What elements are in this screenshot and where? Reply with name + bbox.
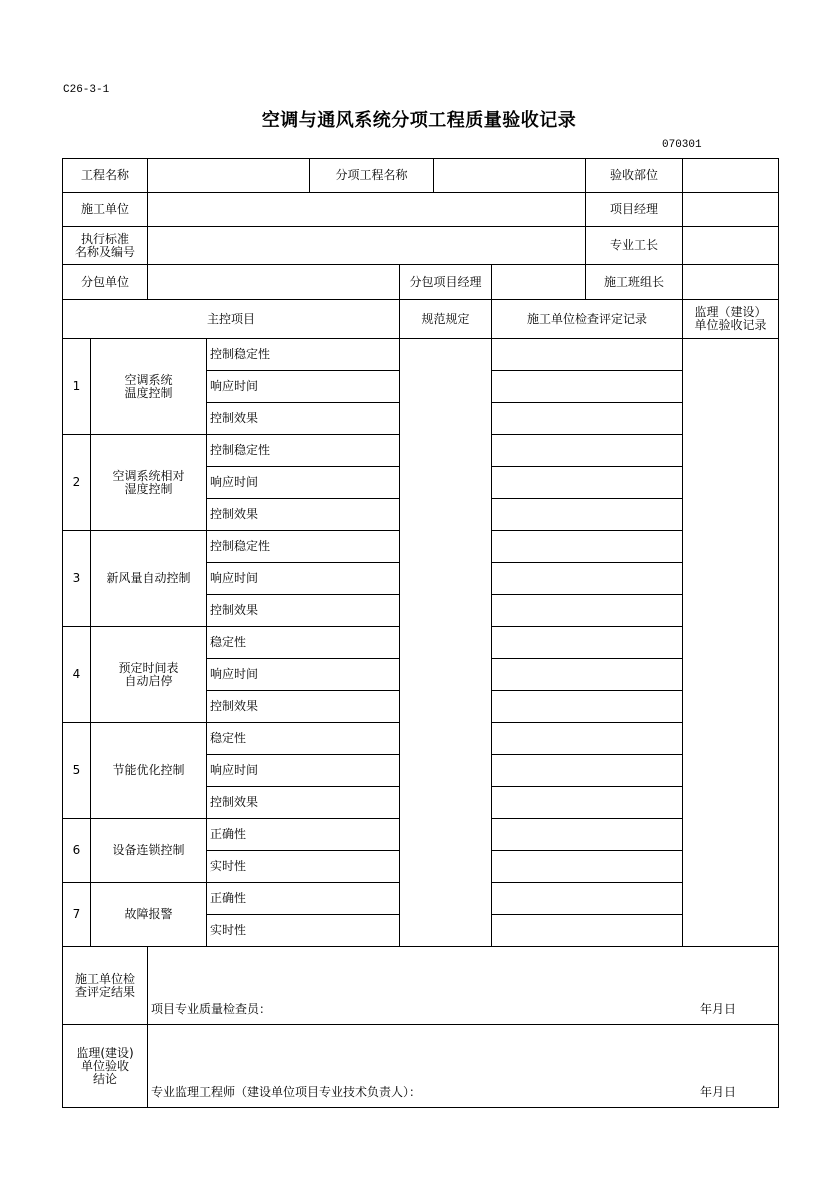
supervision-header bbox=[683, 300, 779, 339]
item-name bbox=[91, 819, 207, 883]
record-cell[interactable] bbox=[492, 883, 683, 915]
sub-item: 响应时间 bbox=[207, 755, 400, 787]
item-number: 6 bbox=[63, 819, 91, 883]
record-cell[interactable] bbox=[492, 755, 683, 787]
item-name-line: 预定时间表 bbox=[118, 660, 179, 675]
item-name bbox=[91, 339, 207, 435]
inspection-result-signature-label: 项目专业质量检查员： bbox=[151, 1002, 272, 1016]
item-name-line: 故障报警 bbox=[124, 907, 173, 921]
sub-item: 控制效果 bbox=[207, 595, 400, 627]
record-cell[interactable] bbox=[492, 403, 683, 435]
inspection-result-date-label: 年月日 bbox=[700, 1002, 737, 1016]
supervision-conclusion-label-line: 监理(建设) bbox=[76, 1045, 134, 1060]
sub-item: 响应时间 bbox=[207, 371, 400, 403]
team-leader-field[interactable] bbox=[683, 265, 779, 300]
inspection-result-label bbox=[63, 947, 148, 1025]
item-name bbox=[91, 531, 207, 627]
item-name-line: 空调系统相对 bbox=[112, 468, 185, 483]
item-number: 2 bbox=[63, 435, 91, 531]
supervision-header-line1: 监理（建设） bbox=[694, 305, 767, 319]
sub-item: 控制稳定性 bbox=[207, 531, 400, 563]
team-leader-label: 施工班组长 bbox=[586, 265, 683, 300]
sub-item: 控制效果 bbox=[207, 691, 400, 723]
inspection-result-label-line: 查评定结果 bbox=[75, 984, 136, 999]
item-name-line: 温度控制 bbox=[124, 385, 173, 400]
spec-header: 规范规定 bbox=[400, 300, 492, 339]
sub-manager-field[interactable] bbox=[492, 265, 586, 300]
form-number: 070301 bbox=[662, 139, 702, 151]
sub-item: 正确性 bbox=[207, 819, 400, 851]
sub-item: 稳定性 bbox=[207, 627, 400, 659]
record-cell[interactable] bbox=[492, 787, 683, 819]
standard-label-line2: 名称及编号 bbox=[75, 244, 136, 259]
subitem-name-field[interactable] bbox=[434, 159, 586, 193]
sub-item: 响应时间 bbox=[207, 659, 400, 691]
record-cell[interactable] bbox=[492, 435, 683, 467]
inspection-result-field[interactable] bbox=[148, 947, 779, 1025]
project-manager-field[interactable] bbox=[683, 193, 779, 227]
sub-item: 响应时间 bbox=[207, 467, 400, 499]
item-name-line: 节能优化控制 bbox=[112, 763, 185, 777]
subcontractor-label: 分包单位 bbox=[63, 265, 148, 300]
record-cell[interactable] bbox=[492, 595, 683, 627]
standard-label bbox=[63, 227, 148, 265]
record-cell[interactable] bbox=[492, 339, 683, 371]
item-name bbox=[91, 627, 207, 723]
standard-field[interactable] bbox=[148, 227, 586, 265]
sub-item: 正确性 bbox=[207, 883, 400, 915]
item-number: 4 bbox=[63, 627, 91, 723]
record-cell[interactable] bbox=[492, 371, 683, 403]
table-row bbox=[63, 339, 779, 371]
page-title: 空调与通风系统分项工程质量验收记录 bbox=[261, 110, 577, 131]
supervision-conclusion-label bbox=[63, 1025, 148, 1108]
record-cell[interactable] bbox=[492, 723, 683, 755]
sub-item: 控制稳定性 bbox=[207, 339, 400, 371]
supervision-conclusion-label-line: 结论 bbox=[93, 1071, 118, 1086]
standard-label-line1: 执行标准 bbox=[81, 231, 130, 246]
record-cell[interactable] bbox=[492, 467, 683, 499]
sub-item: 稳定性 bbox=[207, 723, 400, 755]
acceptance-part-field[interactable] bbox=[683, 159, 779, 193]
record-cell[interactable] bbox=[492, 531, 683, 563]
sub-item: 控制效果 bbox=[207, 787, 400, 819]
record-cell[interactable] bbox=[492, 627, 683, 659]
subcontractor-field[interactable] bbox=[148, 265, 400, 300]
foreman-label: 专业工长 bbox=[586, 227, 683, 265]
record-cell[interactable] bbox=[492, 819, 683, 851]
item-number: 5 bbox=[63, 723, 91, 819]
supervision-conclusion-signature-label: 专业监理工程师（建设单位项目专业技术负责人）： bbox=[151, 1085, 422, 1099]
item-name bbox=[91, 435, 207, 531]
item-name-line: 设备连锁控制 bbox=[112, 843, 185, 857]
spec-cell[interactable] bbox=[400, 339, 492, 947]
item-number: 3 bbox=[63, 531, 91, 627]
project-name-label: 工程名称 bbox=[63, 159, 148, 193]
form-code: C26-3-1 bbox=[63, 84, 110, 96]
construction-unit-label: 施工单位 bbox=[63, 193, 148, 227]
record-cell[interactable] bbox=[492, 915, 683, 947]
inspection-result-label-line: 施工单位检 bbox=[75, 971, 136, 986]
main-items-header: 主控项目 bbox=[63, 300, 400, 339]
construction-unit-field[interactable] bbox=[148, 193, 586, 227]
sub-item: 实时性 bbox=[207, 851, 400, 883]
item-name bbox=[91, 723, 207, 819]
sub-item: 控制效果 bbox=[207, 403, 400, 435]
record-cell[interactable] bbox=[492, 563, 683, 595]
record-cell[interactable] bbox=[492, 691, 683, 723]
record-cell[interactable] bbox=[492, 499, 683, 531]
sub-manager-label: 分包项目经理 bbox=[400, 265, 492, 300]
supervision-conclusion-label-line: 单位验收 bbox=[81, 1058, 130, 1073]
item-number: 1 bbox=[63, 339, 91, 435]
sub-item: 控制效果 bbox=[207, 499, 400, 531]
supervision-cell[interactable] bbox=[683, 339, 779, 947]
record-cell[interactable] bbox=[492, 659, 683, 691]
acceptance-table bbox=[62, 158, 779, 1108]
foreman-field[interactable] bbox=[683, 227, 779, 265]
item-name-line: 湿度控制 bbox=[124, 481, 173, 496]
sub-item: 控制稳定性 bbox=[207, 435, 400, 467]
item-number: 7 bbox=[63, 883, 91, 947]
acceptance-part-label: 验收部位 bbox=[586, 159, 683, 193]
item-name-line: 空调系统 bbox=[124, 372, 173, 387]
record-cell[interactable] bbox=[492, 851, 683, 883]
project-name-field[interactable] bbox=[148, 159, 310, 193]
item-name-line: 自动启停 bbox=[124, 673, 173, 688]
project-manager-label: 项目经理 bbox=[586, 193, 683, 227]
sub-item: 响应时间 bbox=[207, 563, 400, 595]
item-name-line: 新风量自动控制 bbox=[106, 571, 191, 585]
supervision-header-line2: 单位验收记录 bbox=[694, 318, 767, 332]
supervision-conclusion-date-label: 年月日 bbox=[700, 1085, 737, 1099]
subitem-name-label: 分项工程名称 bbox=[310, 159, 434, 193]
record-header: 施工单位检查评定记录 bbox=[492, 300, 683, 339]
supervision-conclusion-field[interactable] bbox=[148, 1025, 779, 1108]
sub-item: 实时性 bbox=[207, 915, 400, 947]
item-name bbox=[91, 883, 207, 947]
